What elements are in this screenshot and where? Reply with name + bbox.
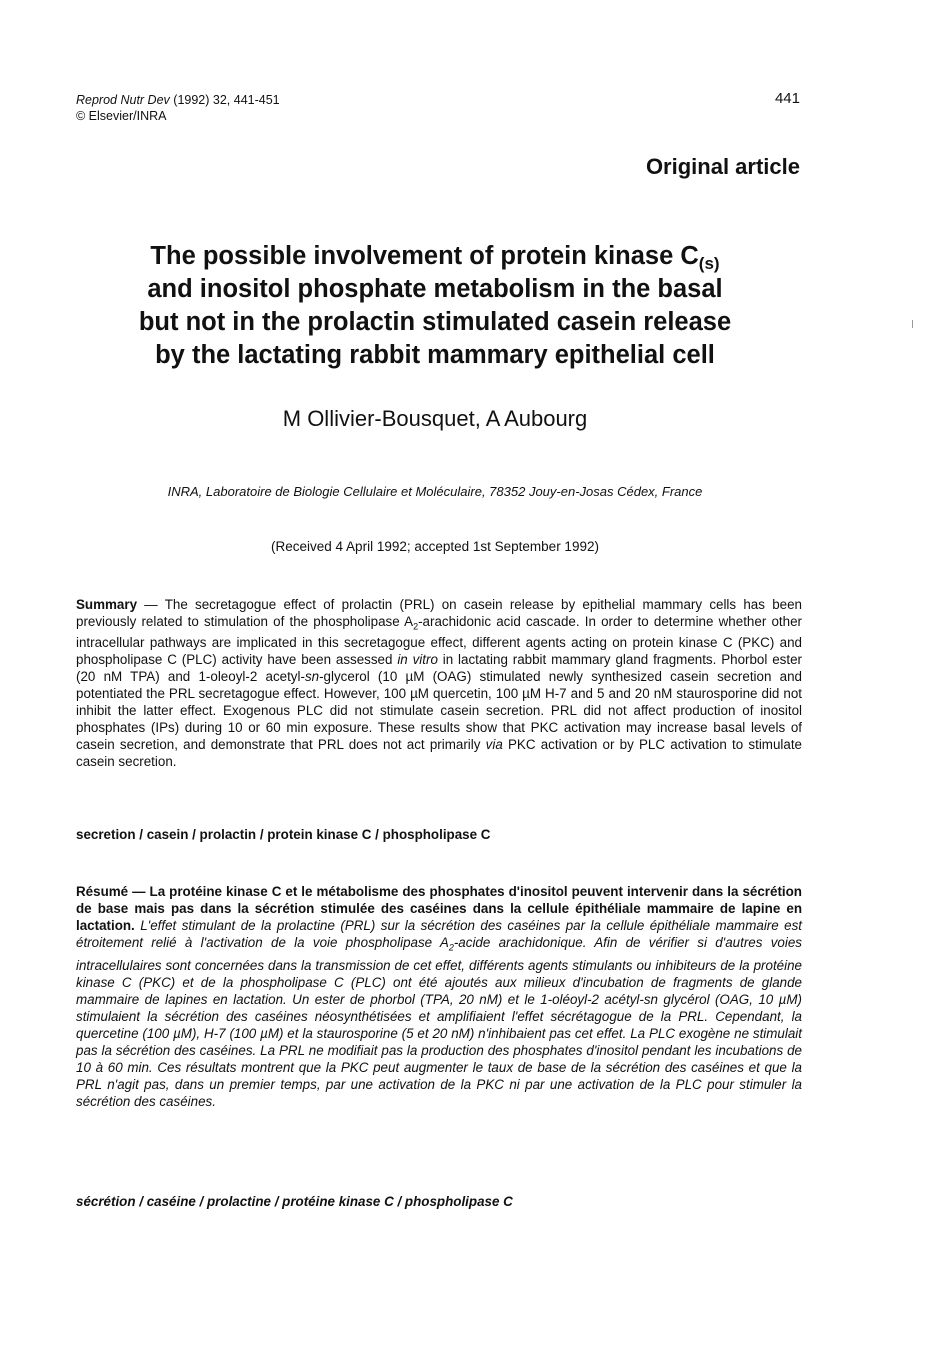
title-line-3: but not in the prolactin stimulated casein release: [138, 308, 732, 336]
title-line-4: by the lactating rabbit mammary epithelial cell: [155, 341, 715, 369]
resume-title: Résumé — La protéine kinase C et le métabolisme des phosphates d'inositol peuvent intervenir dans la sécrétion de base mais pas dans la sécrétion stimulée des caséines dans la cellule épithéliale mammaire de lapine en lactation.: [76, 884, 802, 933]
journal-name: Reprod Nutr Dev: [76, 93, 170, 107]
summary-abstract: Summary — The secretagogue effect of prolactin (PRL) on casein release by epithelial mammary cells has been previously related to stimulation of the phospholipase $A_2$-arachidonic acid cascade. In order to determine whether other intracellular pathways are implicated in this secretagogue effect, different agents acting on protein kinase C (PKC) and phospholipase C (PLC) activity have been assessed in vitro in lactating rabbit mammary gland fragments. Phorbol ester (20 nM TPA) and 1-oleoyl-2 acetyl-sn-glycerol (10 µM (OAG) stimulated newly synthesized casein secretion and potentiated the PRL secretagogue effect. However, 100 µM quercetin, 100 µM H-7 and 5 and 20 nM staurosporine did not inhibit the latter effect. Exogenous PLC did not stimulate casein secretion. PRL did not affect production of inositol phosphates (IPs) during 10 or 60 min exposure. These results show that PKC activation may increase basal levels of casein secretion, and demonstrate that PRL does not act primarily via PKC activation or by PLC activation to stimulate casein secretion.: [76, 597, 802, 769]
publisher: © Elsevier/INRA: [76, 109, 167, 123]
title-line-1: The possible involvement of protein kinase $C_{(s)}$: [150, 242, 720, 273]
resume-abstract: Résumé — La protéine kinase C et le métabolisme des phosphates d'inositol peuvent intervenir dans la sécrétion de base mais pas dans la sécrétion stimulée des caséines dans la cellule épithéliale mammaire de lapine en lactation. L'effet stimulant de la prolactine (PRL) sur la sécrétion des caséines par la cellule épithéliale mammaire est étroitement relié à l'activation de la voie phospholipase $A_2$-acide arachidonique. Afin de vérifier si d'autres voies intracellulaires sont concernées dans la transmission de cet effet, différents agents stimulants ou inhibiteurs de la protéine kinase C (PKC) et de la phospholipase C (PLC) ont été ajoutés aux milieux d'incubation de fragments de glande mammaire de lapines en lactation. Un ester de phorbol (TPA, 20 nM) et le 1-oléoyl-2 acétyl-sn glycérol (OAG, 10 µM) stimulaient la sécrétion des caséines néosynthétisées et amplifiaient l'effet sécrétagogue de la PRL. Cependant, la quercetine (100 µM), H-7 (100 µM) et la staurosporine (5 et 20 nM) n'inhibaient pas cet effet. La PLC exogène ne stimulait pas la sécrétion des caséines. La PRL ne modifiait pas la production des phosphates d'inositol pendant les incubations de 10 à 60 min. Ces résultats montrent que la PKC peut augmenter le taux de base de la sécrétion des caséines et que la PRL n'agit pas, dans un premier temps, par une activation de la PKC ni par une activation de la PLC pour stimuler la sécrétion des caséines.: [76, 884, 802, 1109]
authors: M Ollivier-Bousquet, A Aubourg: [282, 406, 588, 431]
journal-citation: [76, 92, 280, 108]
title-subscript: (s): [698, 254, 720, 273]
affiliation: INRA, Laboratoire de Biologie Cellulaire et Moléculaire, 78352 Jouy-en-Josas Cédex, France: [167, 484, 703, 499]
article-title: [90, 240, 780, 372]
title-line-2: and inositol phosphate metabolism in the basal: [147, 275, 723, 303]
summary-label: Summary: [76, 597, 138, 612]
journal-volume: (1992) 32, 441-451: [173, 93, 280, 107]
mots-cles: sécrétion / caséine / prolactine / protéine kinase C / phospholipase C: [76, 1194, 513, 1209]
keywords: secretion / casein / prolactin / protein kinase C / phospholipase C: [76, 827, 491, 842]
margin-mark: [912, 320, 913, 328]
article-type: Original article: [645, 154, 800, 179]
received-dates: (Received 4 April 1992; accepted 1st September 1992): [271, 539, 599, 554]
page-number: 441: [774, 90, 800, 107]
